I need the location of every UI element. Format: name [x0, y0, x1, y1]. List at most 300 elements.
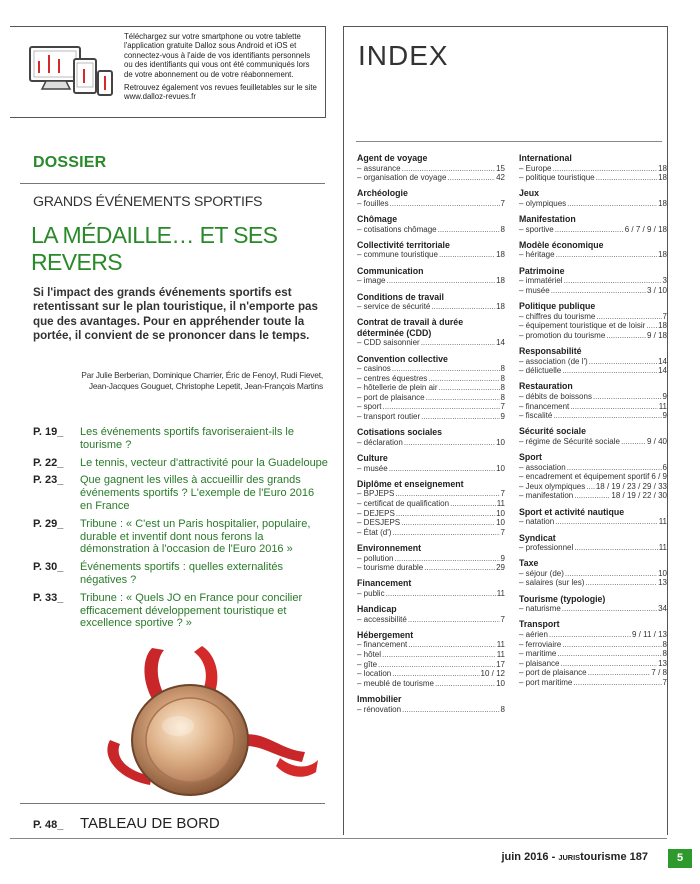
index-entry-pages: 14: [658, 356, 667, 366]
page-number-badge: 5: [668, 849, 692, 868]
index-heading: Conditions de travail: [357, 291, 445, 302]
index-heading: Manifestation: [519, 214, 576, 225]
dot-leader: [562, 604, 657, 614]
dot-leader: [562, 640, 661, 650]
index-heading: Financement: [357, 578, 412, 589]
index-entry: [357, 173, 505, 183]
dot-leader: [378, 660, 495, 670]
divider: [20, 803, 325, 804]
index-heading: Sécurité sociale: [519, 426, 586, 437]
toc-item[interactable]: [33, 561, 328, 587]
index-heading: Convention collective: [357, 353, 448, 364]
index-entry-pages: 10: [496, 508, 505, 518]
article-authors: [70, 370, 323, 392]
index-entry-term: – musée: [357, 463, 388, 473]
toc-item[interactable]: [33, 518, 328, 556]
promo-paragraph-download: Téléchargez sur votre smartphone ou votre tablette l'application gratuite Dalloz sous Android et iOS et connectez-vous à l'aide de vos identifiants personnels ou des identifiants qui vous ont été communiqués lors de votre abonnement ou de votre réabonnement.: [124, 32, 311, 79]
index-heading: Transport: [519, 619, 560, 630]
index-entry: [519, 463, 667, 473]
headline-line-1: LA MÉDAILLE… ET SES: [31, 222, 278, 248]
dot-leader: [404, 438, 495, 448]
index-entry-term: – association: [519, 462, 566, 472]
index-entry-term: – commune touristique: [357, 250, 438, 260]
index-entry: [357, 225, 505, 235]
toc-title: Tribune : « Quels JO en France pour concilier efficacement développement touristique et excellence sportive ? »: [80, 591, 303, 630]
index-entry-pages: 9: [500, 553, 505, 563]
divider: [10, 838, 667, 839]
dot-leader: [556, 250, 658, 260]
dot-leader: [589, 357, 657, 367]
index-group: [357, 354, 505, 422]
dot-leader: [394, 554, 499, 564]
index-heading: Hébergement: [357, 629, 414, 640]
dot-leader: [596, 312, 661, 322]
dot-leader: [435, 679, 495, 689]
dot-leader: [564, 276, 662, 286]
index-entry: [357, 589, 505, 599]
index-title: INDEX: [358, 40, 449, 71]
index-heading: Chômage: [357, 214, 398, 225]
index-entry-term: – centres équestres: [357, 373, 428, 383]
index-entry: [519, 199, 667, 209]
medal-illustration: [90, 640, 320, 800]
index-group: [357, 479, 505, 537]
index-entry-term: – association (de l'): [519, 356, 588, 366]
dot-leader: [450, 499, 496, 509]
index-heading: Responsabilité: [519, 346, 582, 357]
index-heading: Handicap: [357, 604, 397, 615]
toc-title: Événements sportifs : quelles externalités négatives ?: [80, 561, 283, 586]
index-entry-pages: 18: [658, 163, 667, 173]
index-entry-pages: 10: [496, 518, 505, 528]
index-entry: [519, 276, 667, 286]
divider: [356, 141, 662, 142]
index-entry: [519, 250, 667, 260]
toc-page: P. 19_: [33, 426, 64, 438]
toc-title: Les événements sportifs favoriseraient-ils le tourisme ?: [80, 426, 294, 451]
index-entry-pages: 7: [500, 402, 505, 412]
index-group: [357, 214, 505, 234]
toc-title: Que gagnent les villes à accueillir des grands événements sportifs ? L'exemple de l'Euro 2016 en France: [80, 474, 315, 512]
index-heading: Contrat de travail à durée déterminée (CDD): [357, 317, 464, 338]
index-entry-term: – chiffres du tourisme: [519, 311, 596, 321]
index-entry-pages: 6 / 9: [651, 472, 667, 482]
index-entry: [519, 543, 667, 553]
index-group: [519, 346, 667, 376]
index-group: [519, 594, 667, 614]
index-entry-term: – promotion du tourisme: [519, 330, 606, 340]
index-entry-term: – service de sécurité: [357, 302, 431, 311]
index-entry-term: – cotisations chômage: [357, 224, 437, 234]
index-heading: Archéologie: [357, 188, 408, 199]
index-entry-term: – location: [357, 669, 392, 679]
index-entry: [519, 331, 667, 341]
index-group: [519, 426, 667, 446]
index-group: [357, 153, 505, 183]
index-entry-term: – certificat de qualification: [357, 498, 450, 508]
index-entry-term: – organisation de voyage: [357, 173, 447, 183]
index-entry-pages: 18: [658, 198, 667, 208]
index-group: [357, 543, 505, 573]
authors-line-2: Jean-Jacques Gouguet, Christophe Lepetit, Jean-François Martins: [88, 381, 323, 391]
toc-page: P. 33_: [33, 591, 64, 604]
dot-leader: [570, 402, 657, 412]
index-entry-term: – Jeux olympiques: [519, 481, 586, 491]
index-entry-term: – État (d'): [357, 527, 392, 537]
index-entry-pages: 8: [500, 373, 505, 383]
index-entry-term: – assurance: [357, 163, 401, 173]
index-entry-term: – aérien: [519, 629, 548, 639]
index-entry: [357, 250, 505, 260]
index-entry-term: – sport: [357, 402, 382, 412]
index-entry-term: – sportive: [519, 224, 554, 234]
index-entry-term: – rénovation: [357, 704, 402, 714]
index-entry-pages: 13: [658, 658, 667, 668]
index-entry-pages: 14: [658, 366, 667, 376]
index-entry-term: – transport routier: [357, 412, 421, 422]
dot-leader: [586, 482, 595, 492]
index-group: [357, 630, 505, 688]
toc-item[interactable]: [33, 457, 328, 470]
dot-leader: [421, 338, 495, 348]
index-entry-term: – financement: [357, 640, 408, 650]
index-entry-term: – meublé de tourisme: [357, 678, 434, 688]
index-entry: [519, 411, 667, 421]
index-entry: [357, 338, 505, 348]
dot-leader: [621, 437, 646, 447]
index-entry: [519, 164, 667, 174]
index-entry-term: – olympiques: [519, 198, 567, 208]
index-entry-pages: 3 / 10: [646, 285, 667, 295]
index-entry: [357, 669, 505, 679]
dot-leader: [428, 374, 499, 384]
index-entry-pages: 10 / 12: [480, 669, 505, 679]
index-heading: Restauration: [519, 381, 573, 392]
dot-leader: [431, 302, 495, 312]
index-entry-term: – déclaration: [357, 437, 403, 447]
index-group: [519, 381, 667, 420]
index-entry-pages: 7: [500, 527, 505, 537]
dot-leader: [573, 678, 661, 688]
dot-leader: [439, 383, 500, 393]
dot-leader: [382, 650, 496, 660]
index-entry-term: – CDD saisonnier: [357, 338, 420, 348]
index-entry: [357, 402, 505, 412]
index-entry-term: – public: [357, 588, 385, 598]
index-entry: [357, 528, 505, 538]
index-entry-term: – manifestation: [519, 491, 574, 501]
index-entry-pages: 11: [658, 401, 667, 411]
toc-page: P. 30_: [33, 561, 64, 574]
index-entry-term: – DEJEPS: [357, 508, 395, 518]
index-entry-pages: 42: [496, 173, 505, 183]
index-entry: [519, 392, 667, 402]
index-entry-term: – BPJEPS: [357, 489, 395, 499]
index-entry: [357, 276, 505, 286]
dot-leader: [408, 640, 495, 650]
toc-page: P. 22_: [33, 456, 64, 469]
index-entry: [357, 199, 505, 209]
index-entry-term: – port de plaisance: [357, 392, 425, 402]
index-heading: Politique publique: [519, 301, 596, 312]
index-heading: Collectivité territoriale: [357, 239, 450, 250]
index-entry-pages: 9 / 11 / 13: [632, 629, 667, 639]
dot-leader: [408, 615, 500, 625]
index-entry: [357, 509, 505, 519]
index-entry: [357, 554, 505, 564]
index-entry: [357, 302, 505, 312]
dot-leader: [395, 489, 499, 499]
dot-leader: [386, 276, 495, 286]
index-entry: [519, 366, 667, 376]
index-entry-pages: 11: [496, 640, 505, 650]
index-entry-term: – hôtellerie de plein air: [357, 383, 438, 393]
index-entry: [519, 286, 667, 296]
index-entry-term: – port maritime: [519, 677, 573, 687]
dot-leader: [392, 669, 479, 679]
index-entry: [519, 357, 667, 367]
index-group: [357, 317, 505, 348]
index-entry-term: – musée: [519, 285, 550, 295]
dot-leader: [567, 463, 662, 473]
dot-leader: [588, 668, 651, 678]
article-headline: [31, 222, 321, 276]
index-group: [519, 507, 667, 527]
index-entry-term: – image: [357, 276, 386, 286]
index-entry: [357, 438, 505, 448]
index-entry: [357, 393, 505, 403]
index-entry-pages: 7 / 8: [651, 668, 667, 678]
index-entry: [519, 630, 667, 640]
toc-item-bottom[interactable]: [33, 815, 220, 832]
index-heading: Culture: [357, 453, 388, 464]
index-heading: Sport: [519, 452, 542, 463]
index-entry-pages: 9 / 40: [646, 436, 667, 446]
dot-leader: [424, 563, 495, 573]
index-entry-pages: 3: [662, 276, 667, 286]
toc-item[interactable]: [33, 426, 328, 452]
index-entry-pages: 9 / 18: [646, 330, 667, 340]
index-entry-term: – fouilles: [357, 198, 389, 208]
dot-leader: [555, 517, 658, 527]
dot-leader: [574, 543, 657, 553]
index-heading: Environnement: [357, 543, 422, 554]
index-entry: [357, 660, 505, 670]
index-entry-pages: 8: [500, 392, 505, 402]
index-group: [519, 240, 667, 260]
index-entry-term: – financement: [519, 401, 570, 411]
index-entry: [519, 173, 667, 183]
index-entry: [519, 678, 667, 688]
index-group: [519, 266, 667, 296]
index-entry: [357, 650, 505, 660]
index-entry-pages: 10: [658, 568, 667, 578]
index-heading: Diplôme et enseignement: [357, 478, 464, 489]
dot-leader: [402, 164, 496, 174]
index-entry: [519, 312, 667, 322]
index-entry-pages: 17: [496, 659, 505, 669]
index-entry-pages: 6: [662, 462, 667, 472]
index-entry: [357, 499, 505, 509]
index-entry-pages: 9: [500, 412, 505, 422]
index-entry: [519, 321, 667, 331]
footer-brand-prefix: JURIS: [558, 853, 581, 862]
toc-title: Tribune : « C'est un Paris hospitalier, populaire, durable et inventif dont nous ferons la démonstration à l'occasion de l'Euro 2016 »: [80, 517, 311, 556]
index-entry-term: – pollution: [357, 553, 394, 563]
index-heading: Sport et activité nautique: [519, 506, 625, 517]
index-entry-term: – professionnel: [519, 543, 574, 553]
toc-item[interactable]: [33, 474, 328, 512]
index-entry: [519, 517, 667, 527]
index-entry-term: – Europe: [519, 163, 552, 173]
dot-leader: [549, 630, 631, 640]
index-entry-term: – héritage: [519, 250, 555, 260]
index-entry-pages: 8: [500, 383, 505, 393]
index-entry-term: – équipement touristique et de loisir: [519, 321, 646, 331]
index-entry-term: – fiscalité: [519, 411, 553, 421]
index-entry-term: – tourisme durable: [357, 563, 424, 573]
index-entry-term: – maritime: [519, 649, 557, 659]
index-group: [519, 452, 667, 501]
index-entry-term: – encadrement et équipement sportif: [519, 472, 650, 482]
index-group: [519, 301, 667, 340]
dot-leader: [562, 366, 657, 376]
index-entry: [357, 518, 505, 528]
index-entry-pages: 34: [658, 604, 667, 614]
index-entry-pages: 8: [662, 639, 667, 649]
index-group: [357, 240, 505, 260]
index-entry-pages: 18: [658, 321, 667, 331]
index-group: [357, 427, 505, 447]
index-entry-pages: 14: [496, 338, 505, 348]
index-entry-pages: 13: [658, 578, 667, 588]
index-entry-term: – DESJEPS: [357, 518, 401, 528]
dot-leader: [439, 250, 495, 260]
index-entry-pages: 18: [496, 276, 505, 286]
index-entry: [519, 659, 667, 669]
dot-leader: [382, 402, 499, 412]
index-entry-term: – gîte: [357, 659, 378, 669]
dot-leader: [438, 225, 500, 235]
index-entry-term: – séjour (de): [519, 568, 564, 578]
index-entry-pages: 7: [500, 198, 505, 208]
footer-issue: 187: [626, 851, 648, 863]
dot-leader: [553, 411, 661, 421]
toc-page: P. 48_: [33, 819, 64, 831]
section-label: DOSSIER: [33, 154, 107, 171]
index-entry-pages: 18: [496, 302, 505, 311]
index-group: [519, 153, 667, 183]
index-group: [519, 619, 667, 687]
index-heading: Communication: [357, 265, 424, 276]
index-entry: [519, 225, 667, 235]
index-group: [357, 266, 505, 286]
index-entry-term: – port de plaisance: [519, 668, 587, 678]
index-entry-pages: 8: [500, 224, 505, 234]
index-entry: [357, 364, 505, 374]
dot-leader: [560, 659, 657, 669]
index-entry-pages: 6 / 7 / 9 / 18: [624, 224, 667, 234]
dot-leader: [552, 164, 657, 174]
index-entry: [357, 464, 505, 474]
dot-leader: [426, 393, 500, 403]
article-standfirst: Si l'impact des grands événements sportifs est retentissant sur le plan touristique, il n'emporte pas que des avantages. Pour en appréhender toute la portée, il convient de se prononcer dans le temps.: [33, 286, 318, 343]
index-entry-term: – natation: [519, 517, 555, 527]
index-entry: [519, 437, 667, 447]
index-heading: Modèle économique: [519, 239, 604, 250]
index-heading: Taxe: [519, 558, 539, 569]
index-entry: [519, 640, 667, 650]
index-entry: [357, 374, 505, 384]
index-entry-pages: 18: [496, 250, 505, 260]
index-group: [519, 188, 667, 208]
index-group: [357, 604, 505, 624]
index-entry-term: – naturisme: [519, 604, 561, 614]
dot-leader: [447, 173, 495, 183]
index-entry-pages: 18: [658, 250, 667, 260]
index-entry-term: – accessibilité: [357, 614, 407, 624]
index-entry-term: – régime de Sécurité sociale: [519, 436, 620, 446]
index-entry: [357, 383, 505, 393]
index-entry: [357, 489, 505, 499]
index-heading: International: [519, 153, 572, 163]
toc-item[interactable]: [33, 592, 328, 630]
index-entry-term: – plaisance: [519, 658, 560, 668]
index-entry-term: – immatériel: [519, 276, 563, 286]
dot-leader: [390, 199, 500, 209]
promo-text: [124, 32, 318, 106]
index-entry: [357, 705, 505, 715]
index-entry: [519, 604, 667, 614]
index-entry: [519, 482, 667, 492]
app-promo-box: [10, 26, 326, 118]
dot-leader: [567, 199, 657, 209]
index-entry: [357, 679, 505, 689]
index-entry-term: – salaires (sur les): [519, 578, 585, 588]
index-entry-pages: 18 / 19 / 22 / 30: [611, 491, 667, 501]
dossier-toc: [33, 426, 328, 635]
headline-line-2: REVERS: [31, 249, 122, 275]
index-entry-pages: 11: [496, 588, 505, 598]
index-entry: [357, 640, 505, 650]
dot-leader: [551, 286, 646, 296]
dot-leader: [596, 173, 657, 183]
dot-leader: [401, 518, 495, 528]
index-entry-pages: 9: [662, 411, 667, 421]
index-entry-pages: 18 / 19 / 23 / 29 / 33: [595, 481, 667, 491]
dot-leader: [421, 412, 499, 422]
index-group: [519, 533, 667, 553]
index-entry-pages: 7: [662, 677, 667, 687]
toc-title: Le tennis, vecteur d'attractivité pour la Guadeloupe: [80, 456, 328, 469]
index-entry-term: – délictuelle: [519, 366, 562, 376]
dot-leader: [396, 509, 495, 519]
divider: [20, 183, 325, 184]
index-heading: Jeux: [519, 188, 540, 199]
dot-leader: [593, 392, 662, 402]
index-entry-term: – débits de boissons: [519, 391, 592, 401]
dot-leader: [574, 491, 610, 501]
dot-leader: [402, 705, 500, 715]
index-entry-term: – ferroviaire: [519, 639, 562, 649]
index-group: [357, 578, 505, 598]
dot-leader: [585, 578, 657, 588]
index-entry-pages: 10: [496, 463, 505, 473]
page-footer: [501, 851, 648, 863]
dot-leader: [646, 321, 657, 331]
toc-page: P. 29_: [33, 517, 64, 530]
index-entry: [519, 569, 667, 579]
